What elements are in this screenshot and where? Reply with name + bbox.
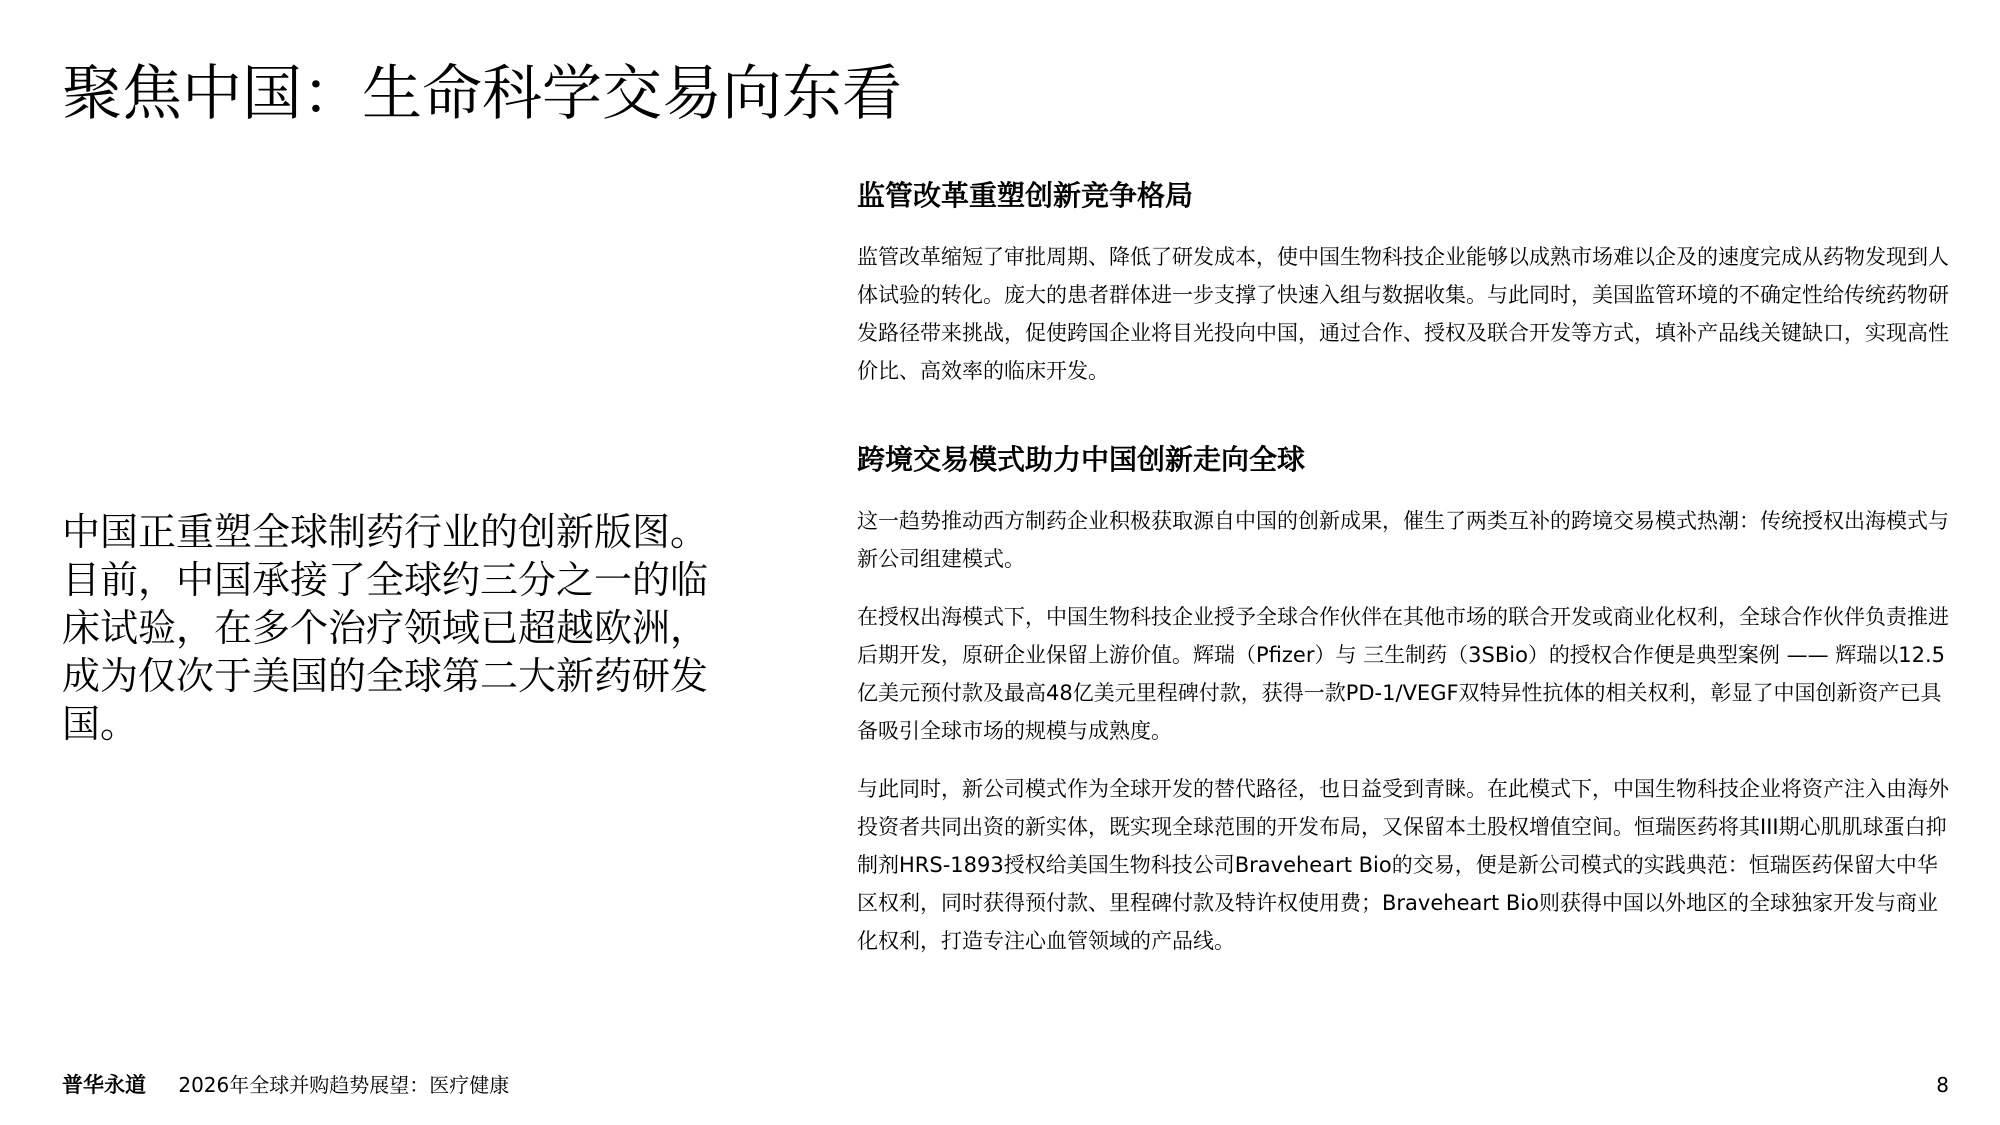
paragraph: 这一趋势推动西方制药企业积极获取源自中国的创新成果，催生了两类互补的跨境交易模式热潮：传统授权出海模式与新公司组建模式。 (857, 509, 1949, 571)
paragraph: 在授权出海模式下，中国生物科技企业授予全球合作伙伴在其他市场的联合开发或商业化权利，全球合作伙伴负责推进后期开发，原研企业保留上游价值。辉瑞（Pfizer）与 三生制药（3SBio）的授权合作便是典型案例 —— 辉瑞以12.5亿美元预付款及最高48亿美元里程碑付款，获得一款PD-1/VEGF双特异性抗体的相关权利，彰显了中国创新资产已具备吸引全球市场的规模与成熟度。 (857, 605, 1949, 743)
paragraph: 监管改革缩短了审批周期、降低了研发成本，使中国生物科技企业能够以成熟市场难以企及的速度完成从药物发现到人体试验的转化。庞大的患者群体进一步支撑了快速入组与数据收集。与此同时，美国监管环境的不确定性给传统药物研发路径带来挑战，促使跨国企业将目光投向中国，通过合作、授权及联合开发等方式，填补产品线关键缺口，实现高性价比、高效率的临床开发。 (857, 245, 1949, 383)
page-number: 8 (1936, 1073, 1949, 1097)
lead-statement: 中国正重塑全球制药行业的创新版图。目前，中国承接了全球约三分之一的临床试验，在多个治疗领域已超越欧洲，成为仅次于美国的全球第二大新药研发国。 (62, 510, 709, 746)
paragraph: 与此同时，新公司模式作为全球开发的替代路径，也日益受到青睐。在此模式下，中国生物科技企业将资产注入由海外投资者共同出资的新实体，既实现全球范围的开发布局，又保留本土股权增值空间。恒瑞医药将其III期心肌肌球蛋白抑制剂HRS-1893授权给美国生物科技公司Braveheart Bio的交易，便是新公司模式的实践典范：恒瑞医药保留大中华区权利，同时获得预付款、里程碑付款及特许权使用费；Braveheart Bio则获得中国以外地区的全球独家开发与商业化权利，打造专注心血管领域的产品线。 (857, 777, 1949, 953)
section-cross-border-deals (857, 436, 1957, 960)
footer-report-title: 2026年全球并购趋势展望：医疗健康 (178, 1073, 510, 1097)
section-heading: 跨境交易模式助力中国创新走向全球 (857, 443, 1306, 476)
footer-brand: 普华永道 (62, 1073, 146, 1097)
section-heading: 监管改革重塑创新竞争格局 (857, 179, 1194, 212)
page-title: 聚焦中国：生命科学交易向东看 (62, 59, 902, 129)
page-footer (62, 1070, 1949, 1100)
section-regulatory-reform (857, 172, 1957, 390)
section-spacer (857, 410, 1957, 436)
article-body (857, 172, 1957, 980)
